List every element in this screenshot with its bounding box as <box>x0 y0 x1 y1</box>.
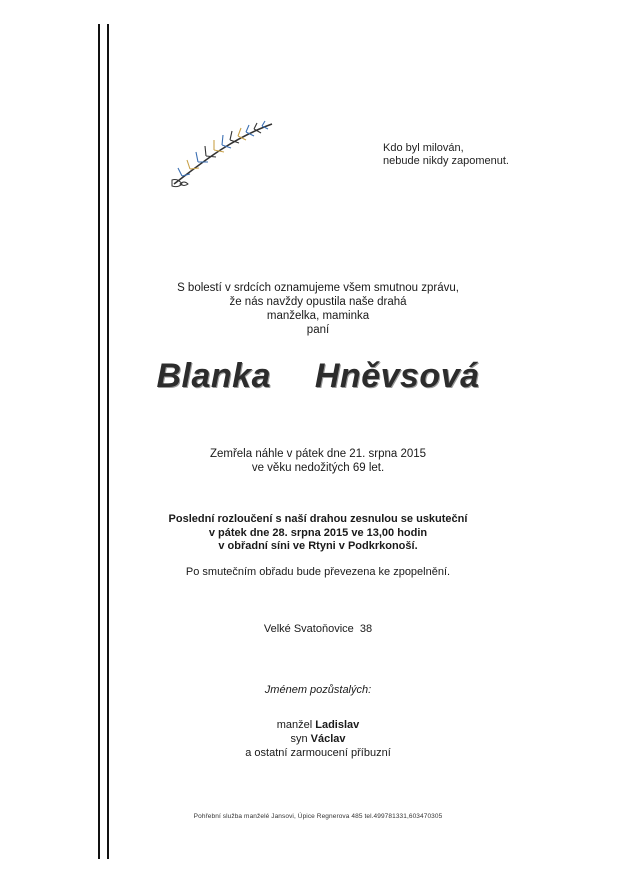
farewell-ceremony <box>108 513 528 554</box>
intro-line-1: S bolestí v srdcích oznamujeme všem smutnou zprávu, <box>177 282 459 294</box>
memorial-quote <box>383 142 509 168</box>
address: Velké Svatoňovice 38 <box>263 623 373 635</box>
family-husband <box>108 718 528 732</box>
ceremony-line-2: v pátek dne 28. srpna 2015 ve 13,00 hodin <box>208 526 428 539</box>
intro-line-4: paní <box>306 324 330 336</box>
family-son <box>108 732 528 746</box>
intro-line-3: manželka, maminka <box>266 310 370 322</box>
husband-name: Ladislav <box>315 719 360 731</box>
death-info <box>108 447 528 475</box>
son-name: Václav <box>310 733 346 745</box>
intro-line-2: že nás navždy opustila naše drahá <box>229 296 407 308</box>
death-line-1: Zemřela náhle v pátek dne 21. srpna 2015 <box>209 448 427 460</box>
quote-line-1: Kdo byl milován, <box>383 142 464 154</box>
son-prefix: syn <box>290 733 311 745</box>
announcement-intro <box>108 281 528 337</box>
funeral-service-footer: Pohřební služba manželé Jansovi, Úpice Regnerova 485 tel.499781331,603470305 <box>193 813 443 820</box>
quote-line-2: nebude nikdy zapomenut. <box>383 155 509 167</box>
family-list <box>108 718 528 760</box>
family-others: a ostatní zarmoucení příbuzní <box>245 747 391 759</box>
cremation-note: Po smutečním obřadu bude převezena ke zpopelnění. <box>185 566 451 578</box>
deceased-name: Blanka Hněvsová <box>156 357 480 395</box>
ceremony-line-3: v obřadní síni ve Rtyni v Podkrkonoší. <box>218 540 418 552</box>
death-line-2: ve věku nedožitých 69 let. <box>251 462 385 474</box>
border-line-outer <box>98 24 100 859</box>
ceremony-line-1: Poslední rozloučení s naší drahou zesnulou se uskuteční <box>168 513 468 525</box>
on-behalf-label: Jménem pozůstalých: <box>264 684 372 696</box>
palm-branch-icon <box>168 118 278 190</box>
husband-prefix: manžel <box>276 719 316 731</box>
